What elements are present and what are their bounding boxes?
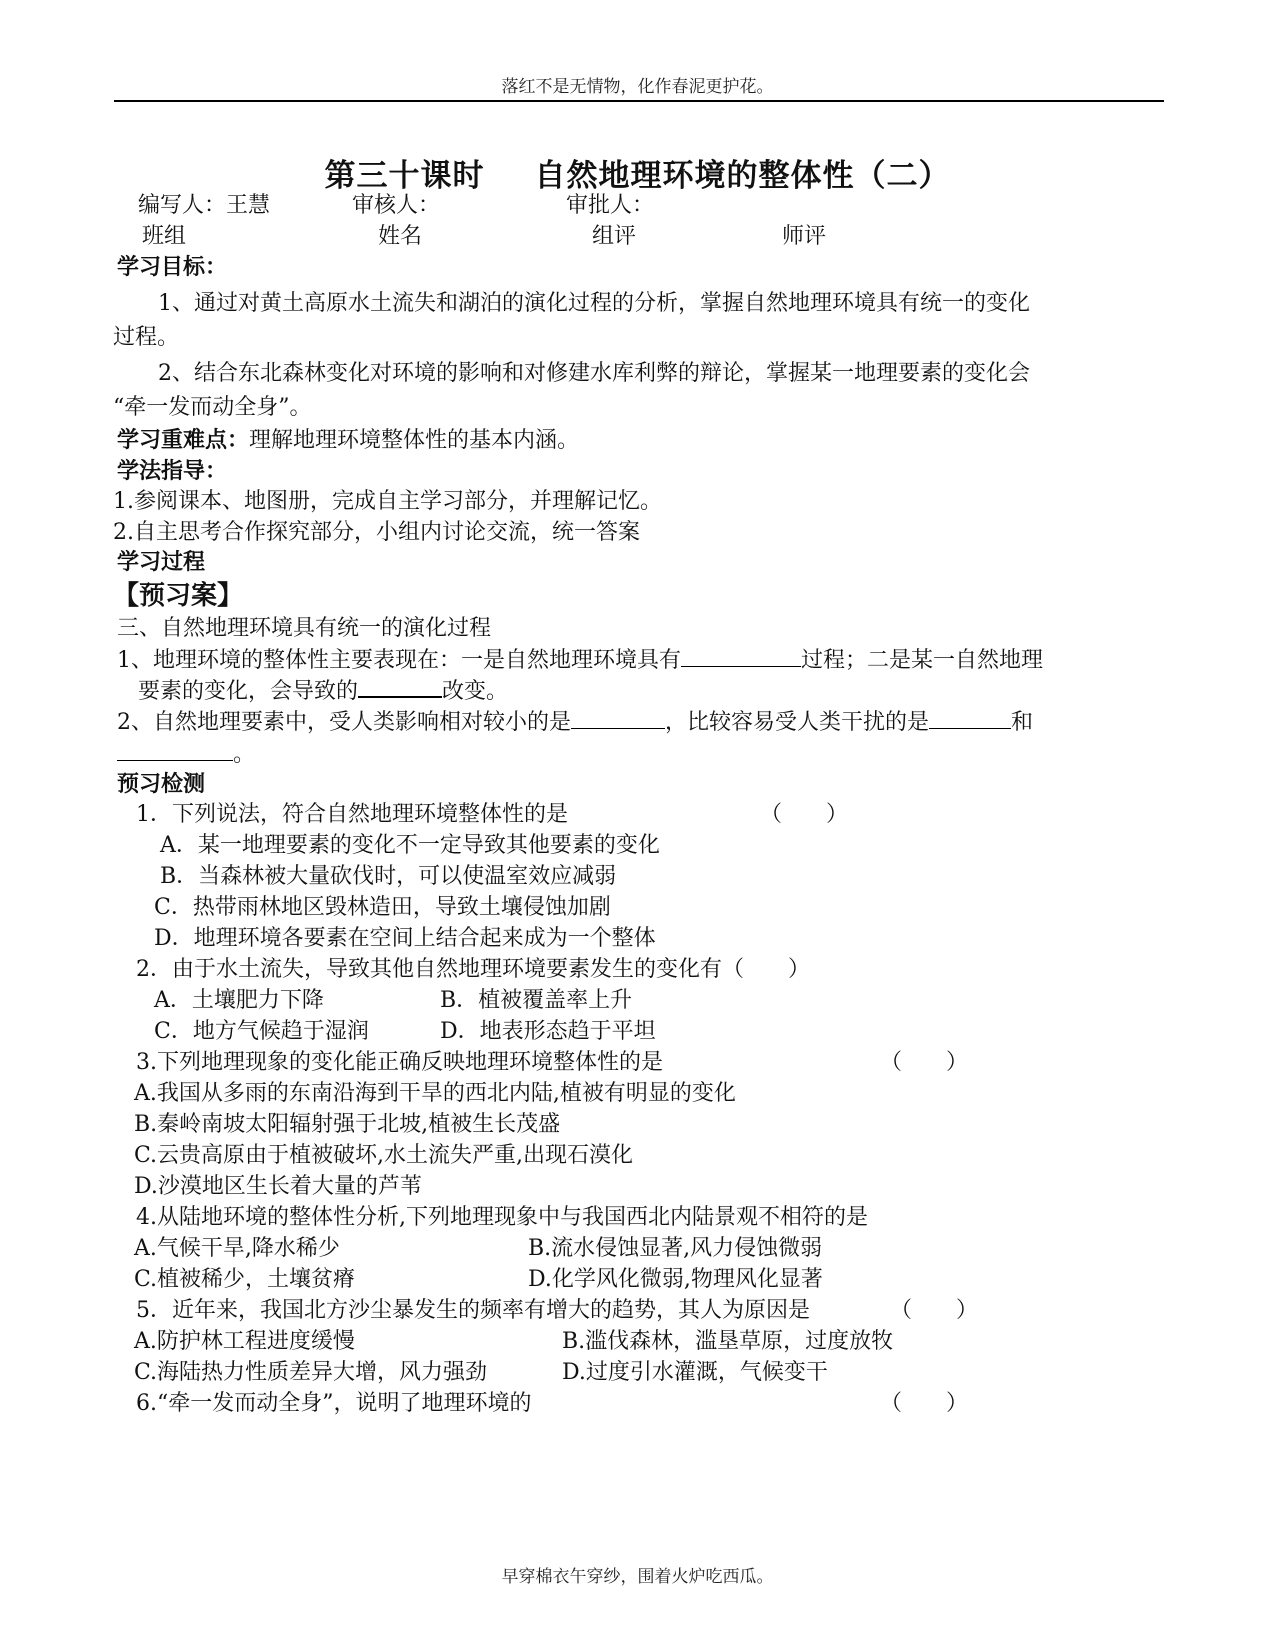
fill-question-2-line1 — [117, 705, 1033, 736]
fill-q2-text-d: 。 — [233, 742, 256, 767]
check-q3-option-a: A.我国从多雨的东南沿海到干旱的西北内陆,植被有明显的变化 — [134, 1081, 736, 1106]
fill-question-2-line2 — [117, 737, 255, 768]
check-q2-option-d: D．地表形态趋于平坦 — [440, 1019, 656, 1044]
fill-q2-blank-2[interactable] — [929, 708, 1011, 729]
fill-q1-text-a: 1、地理环境的整体性主要表现在：一是自然地理环境具有 — [117, 648, 681, 673]
name-label: 姓名 — [378, 224, 423, 249]
objective-2-line2: “牵一发而动全身”。 — [113, 395, 312, 420]
page-header-quote: 落红不是无情物，化作春泥更护花。 — [501, 77, 774, 97]
check-q5-option-b: B.滥伐森林，滥垦草原，过度放牧 — [562, 1329, 894, 1354]
approver-label: 审批人： — [566, 193, 655, 218]
check-q4: 4.从陆地环境的整体性分析,下列地理现象中与我国西北内陆景观不相符的是 — [136, 1205, 868, 1230]
check-q5-option-c: C.海陆热力性质差异大增，风力强劲 — [134, 1360, 488, 1385]
check-q2-option-b: B．植被覆盖率上升 — [440, 988, 633, 1013]
check-q2: 2．由于水土流失，导致其他自然地理环境要素发生的变化有（ ） — [136, 957, 810, 982]
fill-q2-text-a: 2、自然地理要素中，受人类影响相对较小的是 — [117, 710, 571, 735]
objective-2-line1: 2、结合东北森林变化对环境的影响和对修建水库利弊的辩论，掌握某一地理要素的变化会 — [158, 361, 1031, 386]
fill-q1-text-d: 改变。 — [442, 679, 509, 704]
fill-q1-text-c: 要素的变化，会导致的 — [138, 679, 359, 704]
method-item-1: 1.参阅课本、地图册，完成自主学习部分，并理解记忆。 — [113, 489, 662, 514]
page-footer-quote: 早穿棉衣午穿纱，围着火炉吃西瓜。 — [501, 1567, 774, 1587]
key-points — [117, 423, 579, 454]
fill-q1-blank-2[interactable] — [358, 676, 442, 698]
objective-1-line1: 1、通过对黄土高原水土流失和湖泊的演化过程的分析，掌握自然地理环境具有统一的变化 — [158, 291, 1031, 316]
group-eval-label: 组评 — [592, 224, 637, 249]
check-q4-option-b: B.流水侵蚀显著,风力侵蚀微弱 — [528, 1236, 823, 1261]
check-q3-option-d: D.沙漠地区生长着大量的芦苇 — [134, 1174, 422, 1199]
section-3-heading: 三、自然地理环境具有统一的演化过程 — [117, 616, 492, 641]
process-heading: 学习过程 — [117, 550, 206, 575]
group-label: 班组 — [142, 224, 187, 249]
author-label: 编写人：王慧 — [138, 193, 271, 218]
objective-1-line2: 过程。 — [113, 325, 180, 350]
fill-question-1-line2 — [138, 674, 508, 705]
fill-q2-text-b: ，比较容易受人类干扰的是 — [665, 710, 930, 735]
objectives-heading: 学习目标： — [117, 255, 228, 280]
fill-q1-blank-1[interactable] — [681, 646, 801, 667]
method-heading: 学法指导： — [117, 459, 228, 484]
fill-q1-text-b: 过程；二是某一自然地理 — [801, 648, 1044, 673]
check-q3-option-b: B.秦岭南坡太阳辐射强于北坡,植被生长茂盛 — [134, 1112, 561, 1137]
check-q1-answer-paren[interactable]: （ ） — [760, 802, 849, 827]
key-points-heading: 学习重难点： — [117, 428, 250, 453]
check-heading: 预习检测 — [117, 772, 206, 797]
header-rule — [114, 100, 1164, 102]
check-q2-option-a: A．土壤肥力下降 — [154, 988, 324, 1013]
check-q5-option-a: A.防护林工程进度缓慢 — [134, 1329, 355, 1354]
method-item-2: 2.自主思考合作探究部分，小组内讨论交流，统一答案 — [113, 520, 640, 545]
check-q6-answer-paren[interactable]: （ ） — [880, 1391, 969, 1416]
check-q4-option-c: C.植被稀少，土壤贫瘠 — [134, 1267, 356, 1292]
fill-q2-blank-1[interactable] — [571, 708, 665, 729]
check-q5-answer-paren[interactable]: （ ） — [890, 1298, 979, 1323]
check-q4-option-a: A.气候干旱,降水稀少 — [134, 1236, 340, 1261]
fill-q2-blank-3[interactable] — [117, 740, 233, 761]
teacher-eval-label: 师评 — [782, 224, 827, 249]
check-q3-answer-paren[interactable]: （ ） — [880, 1050, 969, 1075]
reviewer-label: 审核人： — [352, 193, 441, 218]
check-q2-option-c: C．地方气候趋于湿润 — [154, 1019, 369, 1044]
check-q1-option-d: D．地理环境各要素在空间上结合起来成为一个整体 — [154, 926, 656, 951]
check-q4-option-d: D.化学风化微弱,物理风化显著 — [528, 1267, 823, 1292]
title-topic: 自然地理环境的整体性（二） — [534, 158, 951, 194]
preview-heading: 【预习案】 — [113, 581, 244, 611]
check-q1-option-a: A．某一地理要素的变化不一定导致其他要素的变化 — [160, 833, 660, 858]
check-q1: 1．下列说法，符合自然地理环境整体性的是 — [136, 802, 568, 827]
fill-question-1-line1 — [117, 643, 1043, 674]
fill-q2-text-c: 和 — [1011, 710, 1034, 735]
check-q1-option-c: C．热带雨林地区毁林造田，导致土壤侵蚀加剧 — [154, 895, 611, 920]
title-lesson: 第三十课时 — [324, 158, 485, 194]
check-q5-option-d: D.过度引水灌溉，气候变干 — [562, 1360, 828, 1385]
key-points-text: 理解地理环境整体性的基本内涵。 — [249, 428, 580, 453]
check-q5: 5．近年来，我国北方沙尘暴发生的频率有增大的趋势，其人为原因是 — [136, 1298, 810, 1323]
check-q3: 3.下列地理现象的变化能正确反映地理环境整体性的是 — [136, 1050, 663, 1075]
check-q3-option-c: C.云贵高原由于植被破坏,水土流失严重,出现石漠化 — [134, 1143, 634, 1168]
check-q1-option-b: B．当森林被大量砍伐时，可以使温室效应减弱 — [160, 864, 617, 889]
check-q6: 6.“牵一发而动全身”，说明了地理环境的 — [136, 1391, 532, 1416]
